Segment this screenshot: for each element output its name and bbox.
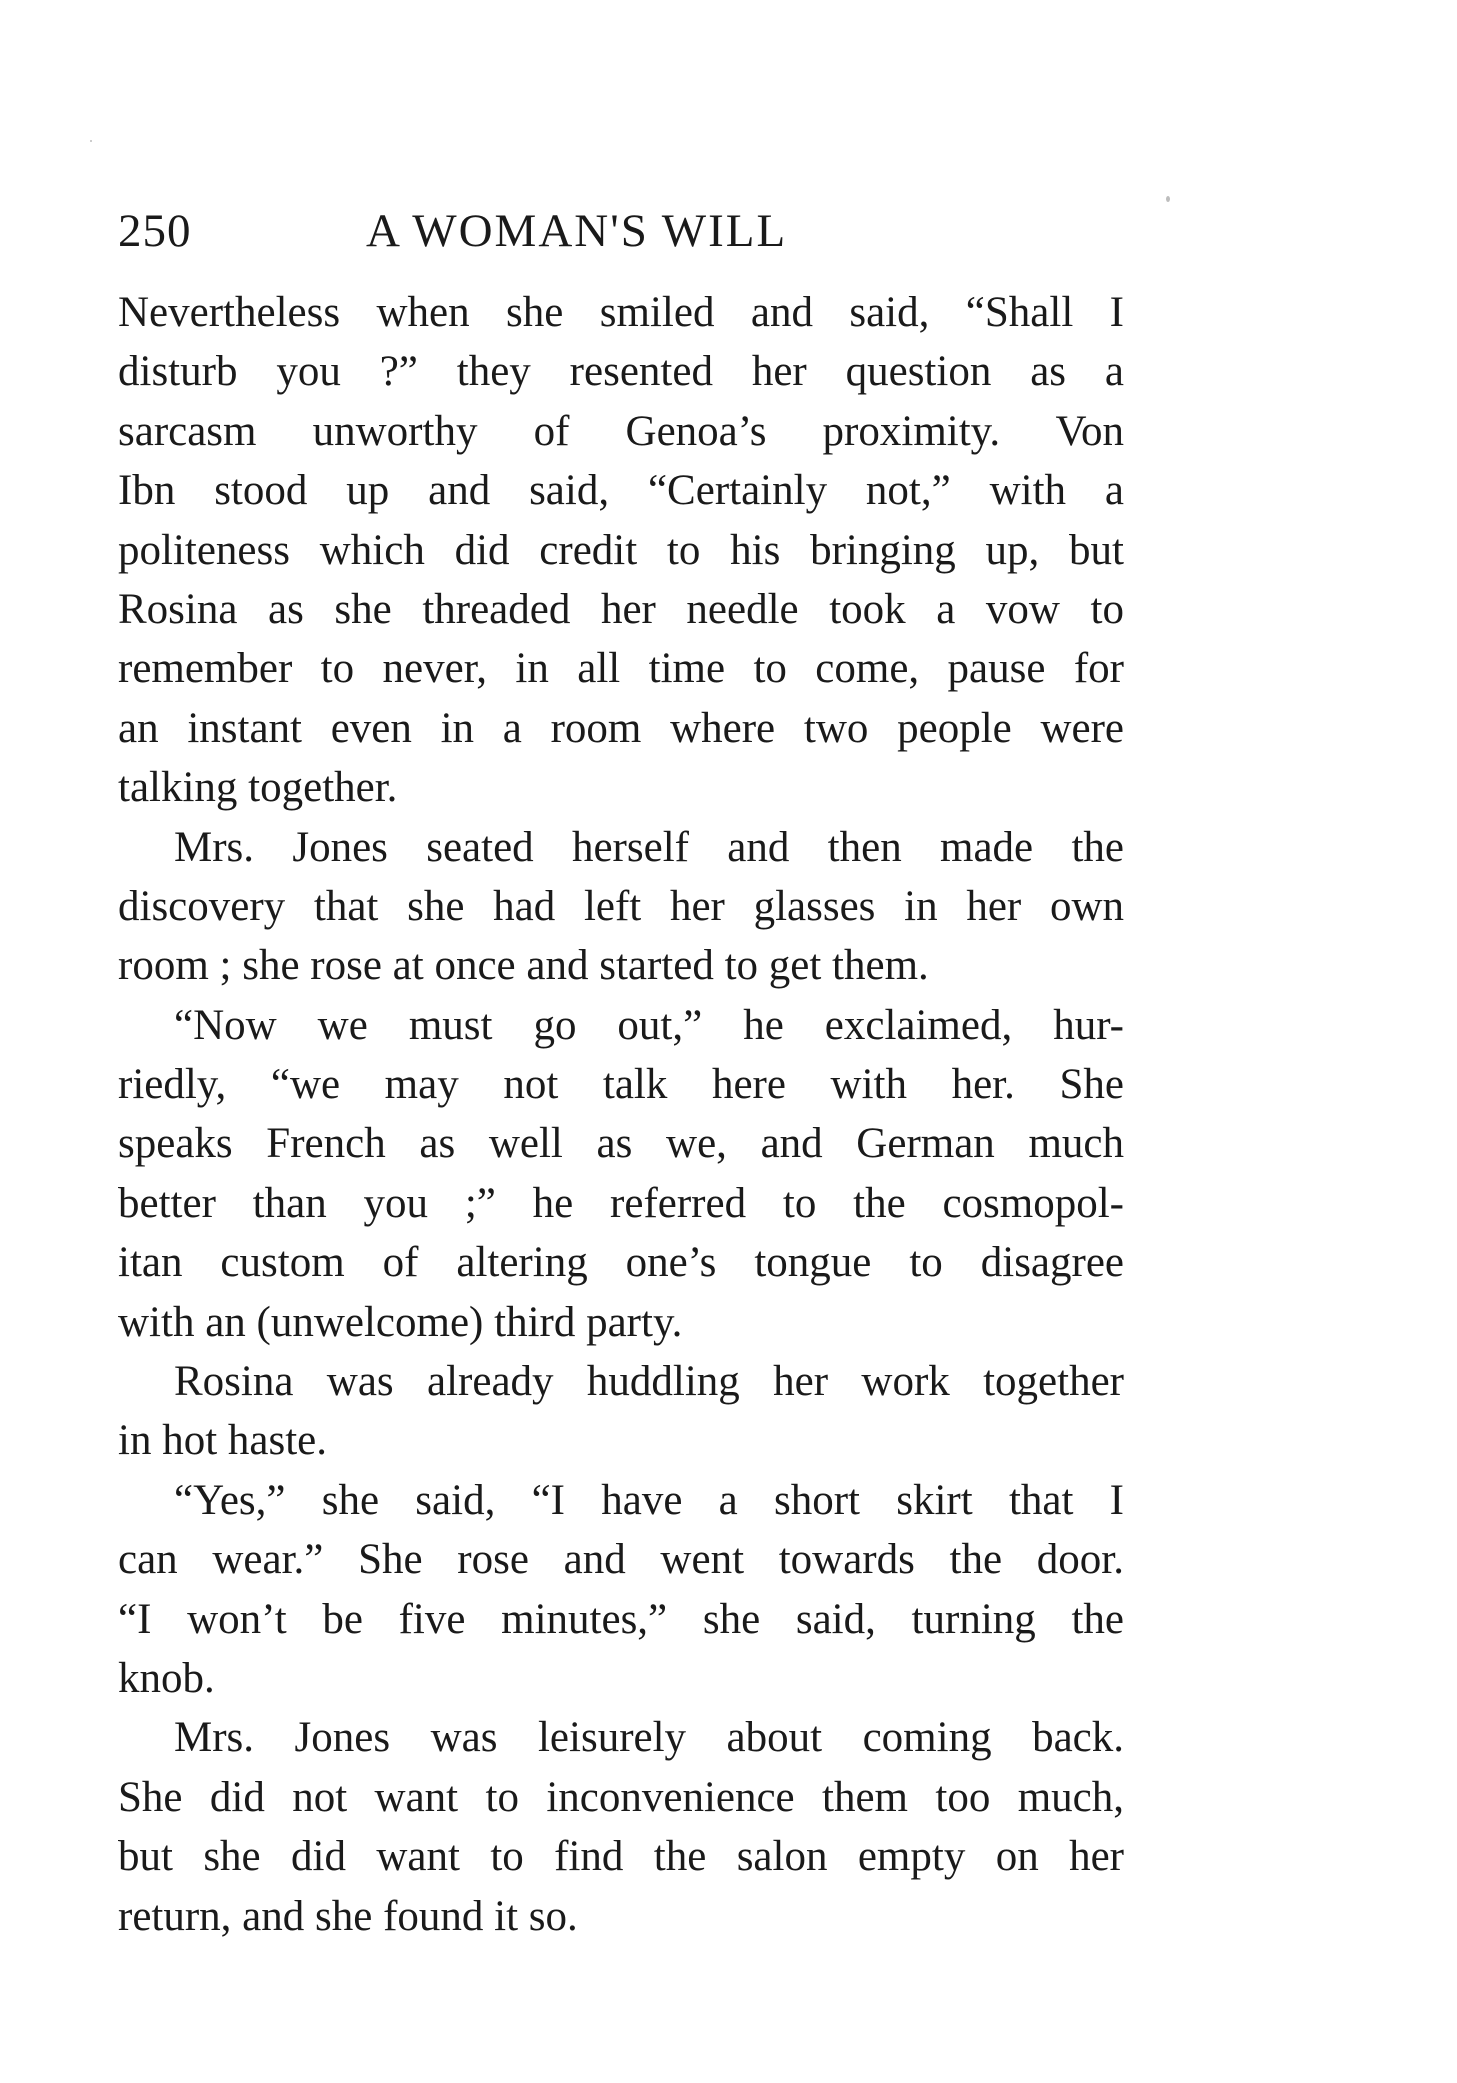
text-line: talking together. [118, 764, 398, 812]
text-line: Mrs. Jones was leisurely about coming back. [174, 1714, 1124, 1762]
text-line: disturb you ?” they resented her question as a [118, 348, 1124, 396]
text-line: discovery that she had left her glasses in her own [118, 882, 1124, 930]
text-line: Rosina was already huddling her work together [174, 1358, 1124, 1406]
text-line: “Yes,” she said, “I have a short skirt that I [174, 1476, 1124, 1524]
text-line: riedly, “we may not talk here with her. She [118, 1061, 1124, 1109]
running-title: A WOMAN'S WILL [366, 205, 788, 257]
text-line: room ; she rose at once and started to get them. [118, 942, 929, 990]
text-line: politeness which did credit to his bringing up, but [118, 526, 1124, 574]
text-line: with an (unwelcome) third party. [118, 1298, 683, 1346]
body-text [118, 283, 1124, 1946]
text-line: can wear.” She rose and went towards the door. [118, 1536, 1124, 1584]
text-line: “I won’t be five minutes,” she said, turning the [118, 1595, 1124, 1643]
text-line: sarcasm unworthy of Genoa’s proximity. Von [118, 407, 1124, 455]
text-line: but she did want to find the salon empty on her [118, 1833, 1124, 1881]
text-line: She did not want to inconvenience them too much, [118, 1773, 1124, 1821]
text-line: Rosina as she threaded her needle took a vow to [118, 585, 1124, 633]
text-line: itan custom of altering one’s tongue to disagree [118, 1239, 1124, 1287]
print-speck [1166, 196, 1170, 202]
text-line: in hot haste. [118, 1417, 327, 1465]
text-line: Ibn stood up and said, “Certainly not,” with a [118, 467, 1124, 515]
text-line: an instant even in a room where two people were [118, 704, 1124, 752]
text-line: Nevertheless when she smiled and said, “Shall I [118, 289, 1124, 336]
text-line: “Now we must go out,” he exclaimed, hur- [174, 1001, 1124, 1049]
text-line: Mrs. Jones seated herself and then made the [174, 823, 1124, 871]
text-line: remember to never, in all time to come, pause for [118, 645, 1124, 693]
page-number: 250 [118, 205, 192, 257]
print-speck [90, 140, 92, 142]
page-header [118, 196, 1128, 266]
text-line: knob. [118, 1654, 215, 1702]
text-line: speaks French as well as we, and German much [118, 1120, 1124, 1168]
text-line: return, and she found it so. [118, 1892, 578, 1940]
text-line: better than you ;” he referred to the cosmopol- [118, 1179, 1124, 1227]
